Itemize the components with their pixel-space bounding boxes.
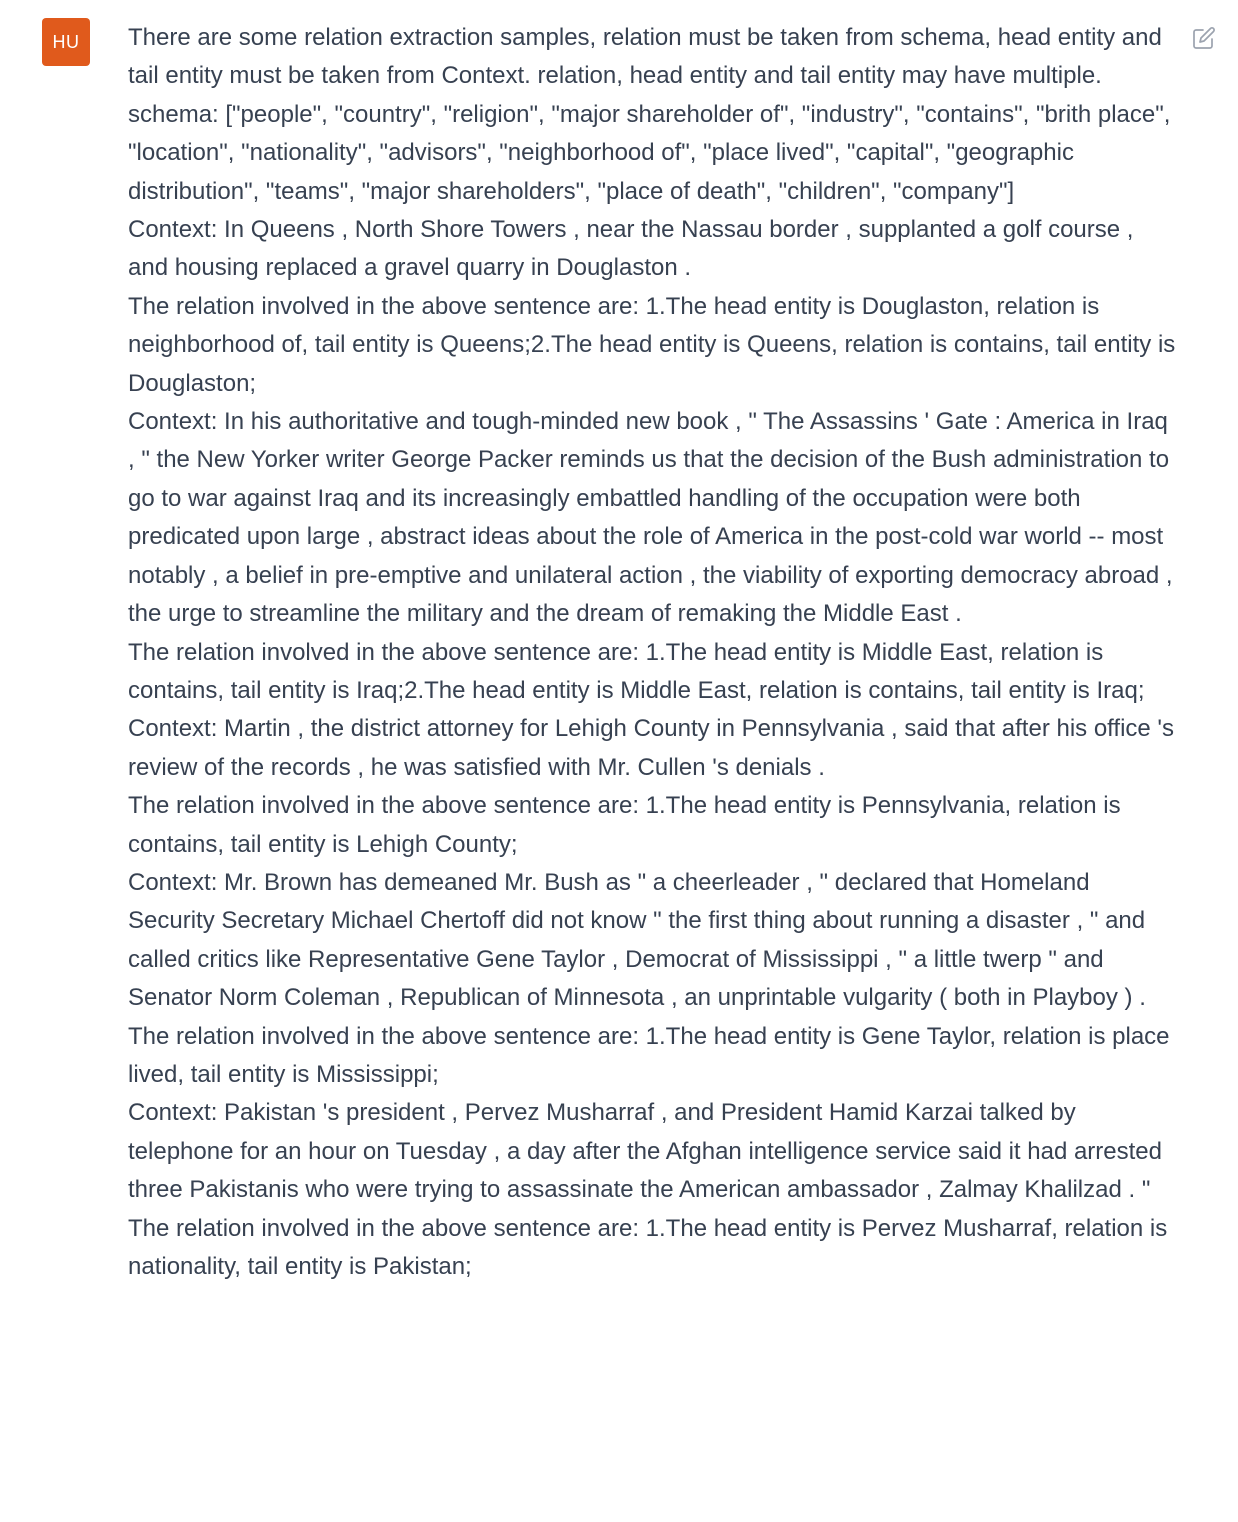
edit-message-button[interactable] — [1190, 24, 1218, 52]
context-text: Context: Mr. Brown has demeaned Mr. Bush as " a cheerleader , " declared that Homeland Security Secretary Michael Chertoff did not know " the first thing about running a disaster , " and called critics like Representative Gene Taylor , Democrat of Mississippi , " a little twerp " and Senator Norm Coleman , Republican of Minnesota , an unprintable vulgarity ( both in Playboy ) . — [128, 868, 1146, 1012]
context-text: Context: Pakistan 's president , Pervez Musharraf , and President Hamid Karzai talked by telephone for an hour on Tuesday , a day after the Afghan intelligence service said it had arrested three Pakistanis who were trying to assassinate the American ambassador , Zalmay Khalilzad . " — [128, 1099, 1163, 1204]
schema-text: schema: ["people", "country", "religion", "major shareholder of", "industry", "contains", "brith place", "location", "nationality", "advisors", "neighborhood of", "place lived", "capital", "geographic distribution", "teams", "major shareholders", "place of death", "children", "company"] — [128, 100, 1171, 205]
relation-text: The relation involved in the above sentence are: 1.The head entity is Pennsylvania, relation is contains, tail entity is Lehigh County; — [128, 792, 1121, 858]
context-text: Context: In Queens , North Shore Towers , near the Nassau border , supplanted a golf course , and housing replaced a gravel quarry in Douglaston . — [128, 216, 1134, 282]
context-text: Context: In his authoritative and tough-minded new book , " The Assassins ' Gate : America in Iraq , " the New Yorker writer George Packer reminds us that the decision of the Bush administration to go to war against Iraq and its increasingly embattled handling of the occupation were both predicated upon large , abstract ideas about the role of America in the post-cold war world -- most notably , a belief in pre-emptive and unilateral action , the viability of exporting democracy abroad , the urge to streamline the military and the dream of remaking the Middle East . — [128, 408, 1173, 628]
user-avatar: HU — [42, 18, 90, 66]
relation-text: The relation involved in the above sentence are: 1.The head entity is Gene Taylor, relation is place lived, tail entity is Mississippi; — [128, 1022, 1170, 1088]
instruction-text: There are some relation extraction samples, relation must be taken from schema, head entity and tail entity must be taken from Context. relation, head entity and tail entity may have multiple. — [128, 24, 1162, 90]
relation-text: The relation involved in the above sentence are: 1.The head entity is Douglaston, relation is neighborhood of, tail entity is Queens;2.The head entity is Queens, relation is contains, tail entity is Douglaston; — [128, 292, 1176, 397]
relation-text: The relation involved in the above sentence are: 1.The head entity is Pervez Musharraf, relation is nationality, tail entity is Pakistan; — [128, 1214, 1168, 1280]
message-text — [128, 19, 1178, 1286]
relation-text: The relation involved in the above sentence are: 1.The head entity is Middle East, relation is contains, tail entity is Iraq;2.The head entity is Middle East, relation is contains, tail entity is Iraq; — [128, 638, 1145, 704]
context-text: Context: Martin , the district attorney for Lehigh County in Pennsylvania , said that after his office 's review of the records , he was satisfied with Mr. Cullen 's denials . — [128, 715, 1175, 781]
edit-icon — [1192, 26, 1216, 50]
